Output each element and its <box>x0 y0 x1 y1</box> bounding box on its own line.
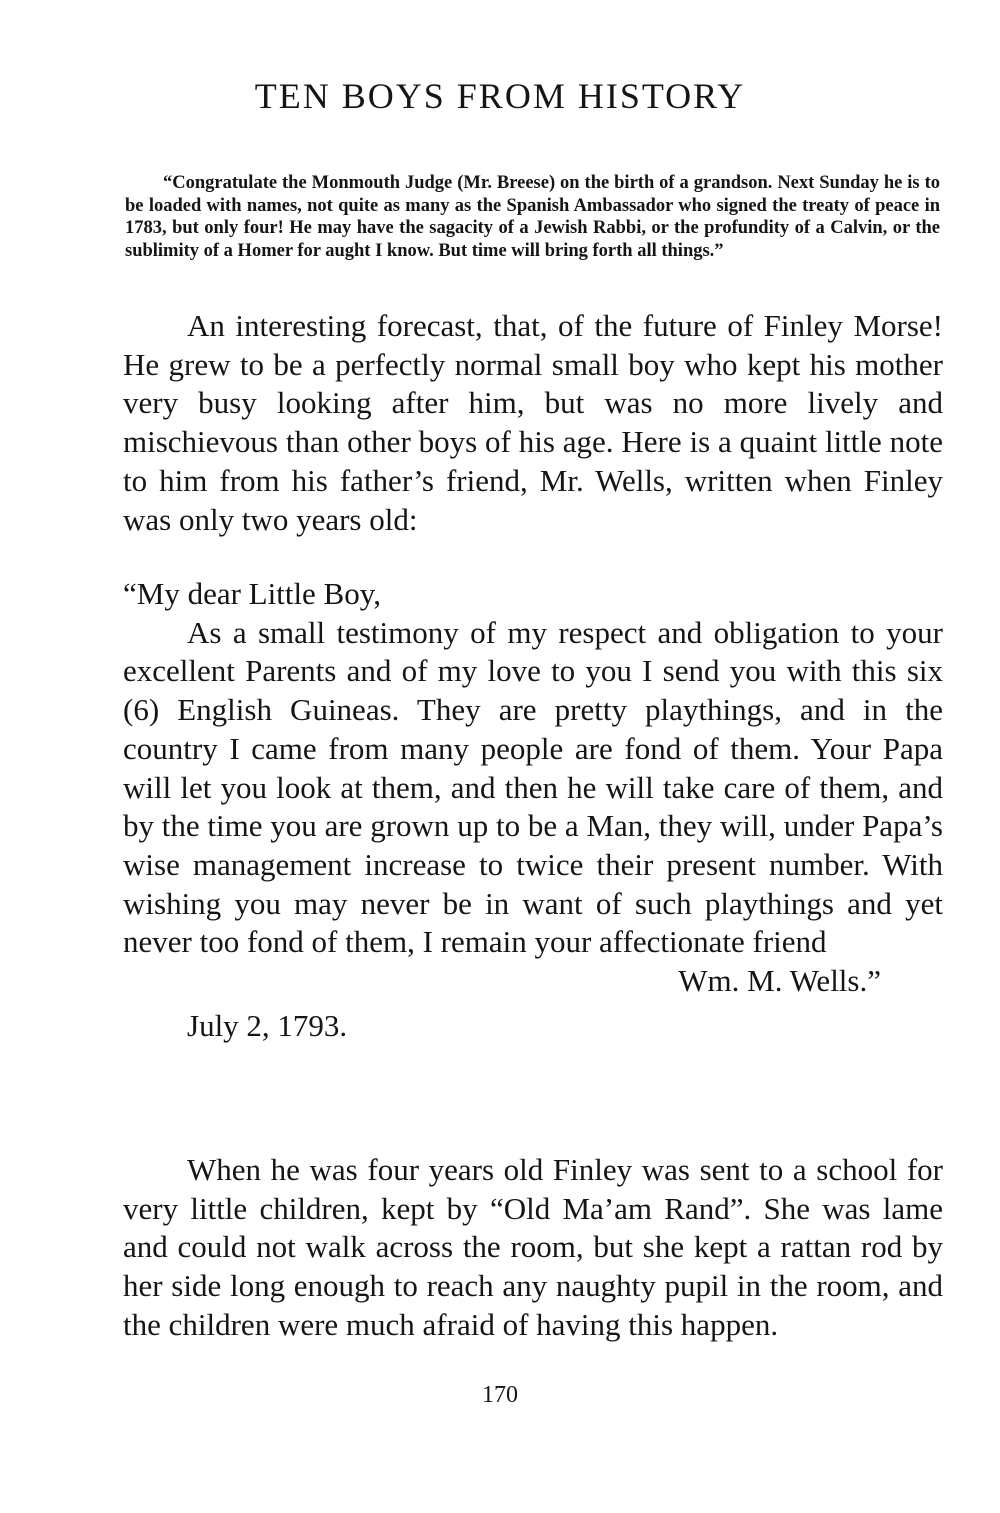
letter <box>123 575 943 1045</box>
letter-date: July 2, 1793. <box>187 1007 348 1043</box>
paragraph-forecast <box>123 307 943 539</box>
letter-signature: Wm. M. Wells.” <box>678 963 881 999</box>
letter-body: As a small testimony of my respect and obligation to your excellent Parents and of my love to you I send you with this six (6) English Guineas. They are pretty playthings, and in the country I came from many people are fond of them. Your Papa will let you look at them, and then he will take care of them, and by the time you are grown up to be a Man, they will, under Papa’s wise management increase to twice their present number. With wishing you may never be in want of such playthings and yet never too fond of them, I remain your affectionate friend <box>123 614 943 960</box>
quote-text: “Congratulate the Monmouth Judge (Mr. Breese) on the birth of a grandson. Next Sunday he is to be loaded with names, not quite as many as the Spanish Ambassador who signed the treaty of peace in 1783, but only four! He may have the sagacity of a Jewish Rabbi, or the profundity of a Calvin, or the sublimity of a Homer for aught I know. But time will bring forth all things.” <box>125 173 940 261</box>
block-quote <box>125 172 940 262</box>
paragraph-forecast-text: An interesting forecast, that, of the future of Finley Morse! He grew to be a perfectly normal small boy who kept his mother very busy looking after him, but was no more lively and mischievous than other boys of his age. Here is a quaint little note to him from his father’s friend, Mr. Wells, written when Finley was only two years old: <box>123 308 943 537</box>
running-head: TEN BOYS FROM HISTORY <box>254 76 746 116</box>
letter-salutation: “My dear Little Boy, <box>123 576 381 611</box>
paragraph-school <box>123 1151 943 1345</box>
paragraph-school-text: When he was four years old Finley was sent to a school for very little children, kept by “Old Ma’am Rand”. She was lame and could not walk across the room, but she kept a rattan rod by her side long enough to reach any naughty pupil in the room, and the children were much afraid of having this happen. <box>123 1152 943 1342</box>
page-number: 170 <box>482 1382 518 1408</box>
